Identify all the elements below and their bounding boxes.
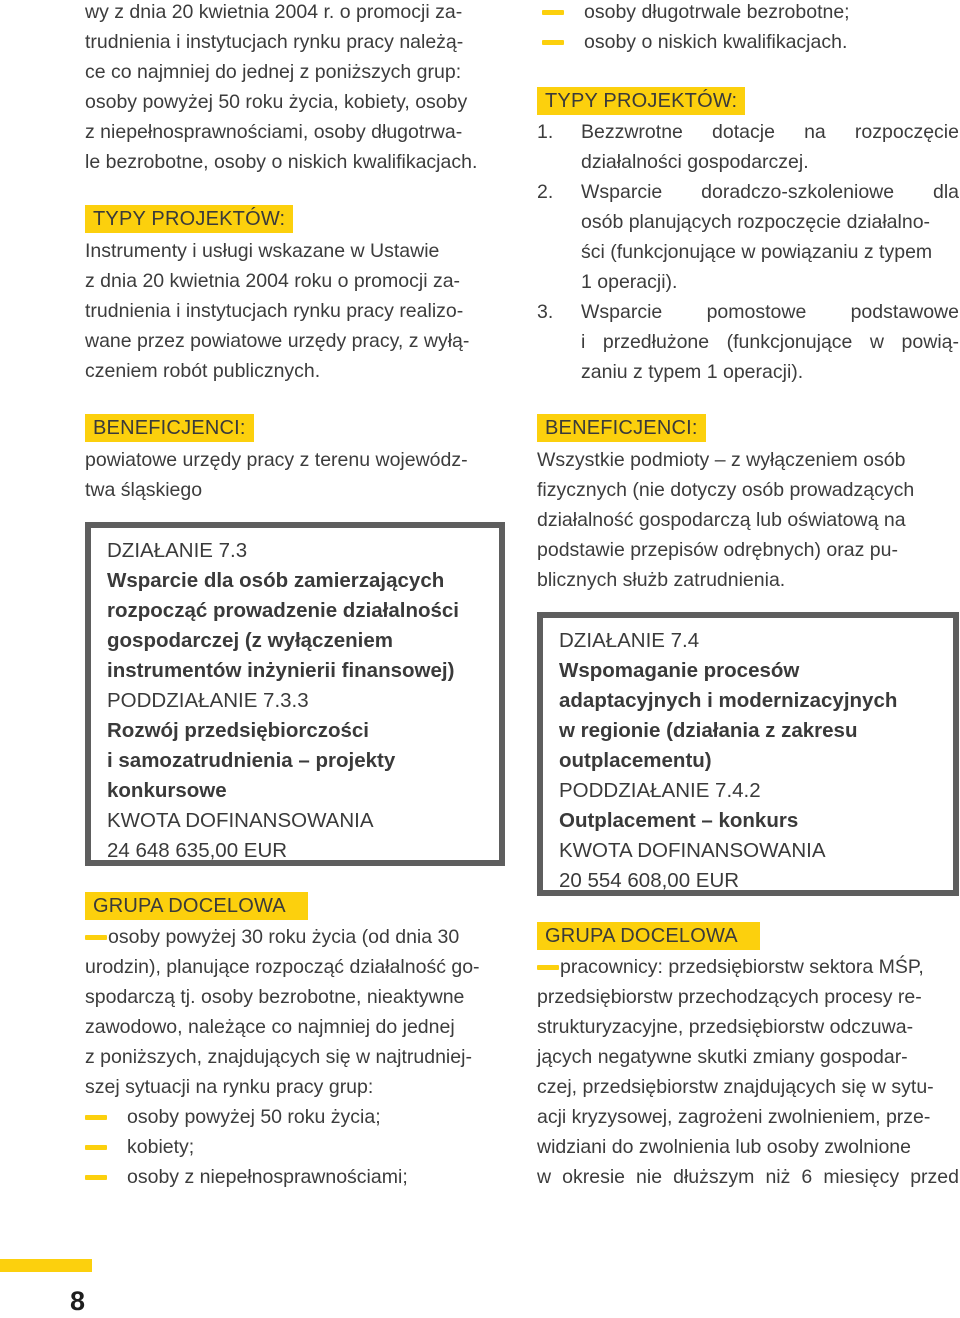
section-heading-types: TYPY PROJEKTÓW: bbox=[85, 205, 293, 233]
text-line: wane przez powiatowe urzędy pracy, z wyłą- bbox=[85, 330, 470, 352]
section-heading-target-group: GRUPA DOCELOWA bbox=[537, 922, 760, 950]
text-line: ści (funkcjonujące w powiązaniu z typem bbox=[581, 241, 933, 263]
text-line: działalności gospodarczej. bbox=[581, 151, 809, 173]
list-item: osoby długotrwale bezrobotne; bbox=[542, 0, 959, 27]
project-types-list bbox=[537, 117, 959, 387]
list-item: osoby powyżej 50 roku życia; bbox=[85, 1102, 507, 1132]
types-paragraph bbox=[85, 236, 507, 386]
action-number: DZIAŁANIE 7.4 bbox=[559, 629, 700, 652]
text-line: widziani do zwolnienia lub osoby zwolnione bbox=[537, 1136, 911, 1158]
text-line: Instrumenty i usługi wskazane w Ustawie bbox=[85, 240, 440, 262]
text-line: osób planujących rozpoczęcie działalno- bbox=[581, 211, 931, 233]
text-line: trudnienia i instytucjach rynku pracy należą- bbox=[85, 31, 464, 53]
action-box-7-4 bbox=[537, 612, 959, 896]
section-heading-beneficiaries: BENEFICJENCI: bbox=[537, 414, 706, 442]
text-line: powiatowe urzędy pracy z terenu wojewódz- bbox=[85, 449, 468, 471]
section-heading-types: TYPY PROJEKTÓW: bbox=[537, 87, 745, 115]
text-line: podstawie przepisów odrębnych) oraz pu- bbox=[537, 539, 898, 561]
text-line: urodzin), planujące rozpocząć działalność go- bbox=[85, 956, 480, 978]
list-item bbox=[537, 117, 959, 177]
text-line: fizycznych (nie dotyczy osób prowadzących bbox=[537, 479, 915, 501]
action-title-line: instrumentów inżynierii finansowej) bbox=[107, 659, 455, 682]
text-line: przedsiębiorstw przechodzących procesy re- bbox=[537, 986, 922, 1008]
subaction-number: PODDZIAŁANIE 7.4.2 bbox=[559, 779, 761, 802]
subaction-title-line: Rozwój przedsiębiorczości bbox=[107, 719, 369, 742]
list-item bbox=[537, 177, 959, 297]
continued-list bbox=[542, 0, 959, 57]
text-line: z dnia 20 kwietnia 2004 roku o promocji za- bbox=[85, 270, 461, 292]
action-title-line: gospodarczej (z wyłączeniem bbox=[107, 629, 393, 652]
text-line: z poniższych, znajdujących się w najtrudniej- bbox=[85, 1046, 472, 1068]
subaction-title-line: konkursowe bbox=[107, 779, 227, 802]
funding-amount: 24 648 635,00 EUR bbox=[107, 839, 288, 862]
text-line: Wsparcie doradczo-szkoleniowe dla bbox=[581, 181, 959, 203]
action-number: DZIAŁANIE 7.3 bbox=[107, 539, 248, 562]
list-item bbox=[537, 297, 959, 387]
text-line: strukturyzacyjne, przedsiębiorstw odczuwa- bbox=[537, 1016, 914, 1038]
text-line: blicznych służb zatrudnienia. bbox=[537, 569, 786, 591]
target-group-list bbox=[85, 1102, 507, 1192]
text-line: osoby powyżej 30 roku życia (od dnia 30 bbox=[108, 926, 460, 948]
text-line: 1 operacji). bbox=[581, 271, 678, 293]
action-title-line: Wspomaganie procesów bbox=[559, 659, 800, 682]
footer-accent-bar bbox=[0, 1259, 92, 1272]
action-box-7-3 bbox=[85, 522, 505, 866]
text-line: acji kryzysowej, zagrożeni zwolnieniem, prze- bbox=[537, 1106, 931, 1128]
text-line: Wsparcie pomostowe podstawowe bbox=[581, 301, 959, 323]
text-line: ce co najmniej do jednej z poniższych grup: bbox=[85, 61, 462, 83]
text-line: w okresie nie dłuższym niż 6 miesięcy przed bbox=[537, 1166, 959, 1188]
dash-bullet-icon bbox=[537, 965, 559, 970]
section-heading-beneficiaries: BENEFICJENCI: bbox=[85, 414, 254, 442]
target-group-paragraph bbox=[537, 952, 959, 1192]
text-line: zawodowo, należące co najmniej do jednej bbox=[85, 1016, 455, 1038]
text-line: wy z dnia 20 kwietnia 2004 r. o promocji za- bbox=[85, 1, 463, 23]
section-heading-target-group: GRUPA DOCELOWA bbox=[85, 892, 308, 920]
text-line: osoby powyżej 50 roku życia, kobiety, osoby bbox=[85, 91, 468, 113]
text-line: szej sytuacji na rynku pracy grup: bbox=[85, 1076, 374, 1098]
dash-bullet-icon bbox=[85, 935, 107, 940]
text-line: czej, przedsiębiorstw znajdujących się w sytu- bbox=[537, 1076, 934, 1098]
funding-label: KWOTA DOFINANSOWANIA bbox=[559, 839, 826, 862]
funding-amount: 20 554 608,00 EUR bbox=[559, 869, 740, 892]
list-number: 1. bbox=[537, 121, 554, 143]
page-number: 8 bbox=[70, 1286, 86, 1316]
text-line: zaniu z typem 1 operacji). bbox=[581, 361, 804, 383]
target-group-paragraph bbox=[85, 922, 507, 1192]
text-line: le bezrobotne, osoby o niskich kwalifikacjach. bbox=[85, 151, 478, 173]
text-line: Wszystkie podmioty – z wyłączeniem osób bbox=[537, 449, 906, 471]
list-item: osoby o niskich kwalifikacjach. bbox=[542, 27, 959, 57]
text-line: i przedłużone (funkcjonujące w powią- bbox=[581, 331, 959, 353]
list-item: kobiety; bbox=[85, 1132, 507, 1162]
beneficiaries-paragraph bbox=[85, 445, 507, 505]
text-line: Bezzwrotne dotacje na rozpoczęcie bbox=[581, 121, 959, 143]
text-line: działalność gospodarczą lub oświatową na bbox=[537, 509, 906, 531]
list-number: 3. bbox=[537, 301, 554, 323]
beneficiaries-paragraph bbox=[537, 445, 959, 595]
action-title-line: outplacementu) bbox=[559, 749, 712, 772]
action-title-line: Wsparcie dla osób zamierzających bbox=[107, 569, 445, 592]
text-line: spodarczą tj. osoby bezrobotne, nieaktywne bbox=[85, 986, 465, 1008]
text-line: jących negatywne skutki zmiany gospodar- bbox=[537, 1046, 908, 1068]
list-number: 2. bbox=[537, 181, 554, 203]
text-line: trudnienia i instytucjach rynku pracy realizo- bbox=[85, 300, 464, 322]
text-line: z niepełnosprawnościami, osoby długotrwa- bbox=[85, 121, 463, 143]
action-title-line: w regionie (działania z zakresu bbox=[559, 719, 858, 742]
intro-paragraph bbox=[85, 0, 507, 177]
text-line: czeniem robót publicznych. bbox=[85, 360, 321, 382]
funding-label: KWOTA DOFINANSOWANIA bbox=[107, 809, 374, 832]
text-line: pracownicy: przedsiębiorstw sektora MŚP, bbox=[560, 956, 924, 978]
list-item: osoby z niepełnosprawnościami; bbox=[85, 1162, 507, 1192]
action-title-line: adaptacyjnych i modernizacyjnych bbox=[559, 689, 898, 712]
subaction-title-line: i samozatrudnienia – projekty bbox=[107, 749, 396, 772]
subaction-number: PODDZIAŁANIE 7.3.3 bbox=[107, 689, 309, 712]
action-title-line: rozpocząć prowadzenie działalności bbox=[107, 599, 460, 622]
subaction-title-line: Outplacement – konkurs bbox=[559, 809, 799, 832]
text-line: twa śląskiego bbox=[85, 479, 203, 501]
